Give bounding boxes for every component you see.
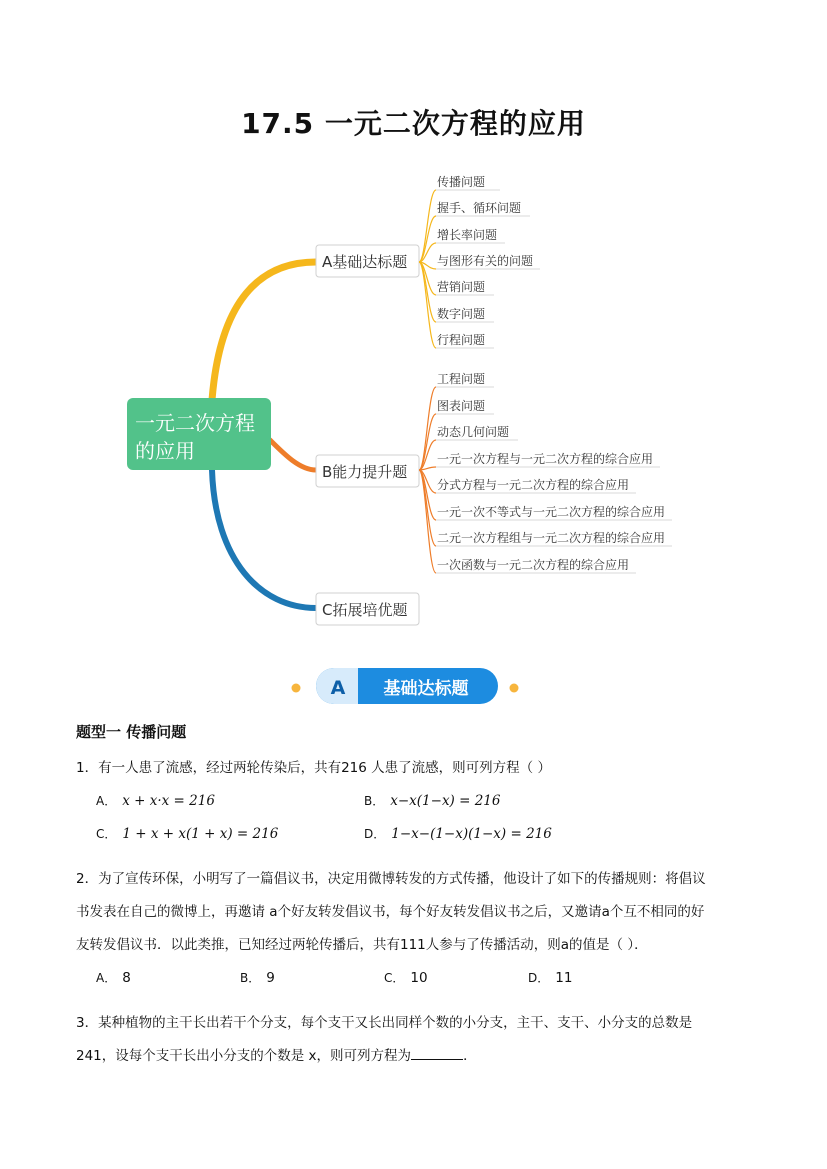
question-3-number: 3． (76, 1015, 99, 1031)
leaf-a-4: 与图形有关的问题 (437, 254, 534, 268)
leaf-a-7: 行程问题 (437, 333, 486, 347)
leaf-b-3: 动态几何问题 (437, 425, 510, 439)
leaf-b-5: 分式方程与一元二次方程的综合应用 (437, 478, 630, 492)
question-list (76, 722, 766, 1085)
option-b[interactable]: B． 9 (240, 970, 275, 986)
leaf-b-8: 一次函数与一元二次方程的综合应用 (437, 558, 630, 572)
question-1-number: 1． (76, 760, 99, 776)
branch-b-label: B能力提升题 (322, 463, 408, 481)
option-a[interactable]: A． 8 (96, 970, 131, 986)
option-a[interactable]: A． x + x·x = 216 (96, 793, 215, 809)
leaf-a-3: 增长率问题 (437, 228, 498, 242)
root-label-line-1: 一元二次方程 (135, 411, 255, 435)
question-3-line-1: 某种植物的主干长出若干个分支，每个支干又长出同样个数的小分支，主干、支干、小分支的总数是 (98, 1015, 693, 1031)
branch-a-connector (212, 262, 316, 400)
leaf-a-6: 数字问题 (437, 307, 486, 321)
question-3 (76, 1007, 766, 1073)
question-3-line-2: 241，设每个支干长出小分支的个数是 x，则可列方程为 (76, 1048, 412, 1064)
banner-label: 基础达标题 (383, 679, 469, 699)
option-b[interactable]: B． x−x(1−x) = 216 (364, 793, 501, 809)
branch-c-label: C拓展培优题 (322, 601, 408, 619)
question-2-options (76, 962, 766, 995)
option-d[interactable]: D． 11 (528, 970, 573, 986)
leaf-a-5: 营销问题 (437, 280, 486, 294)
leaf-a-2: 握手、循环问题 (437, 201, 522, 215)
leaf-a-1: 传播问题 (437, 175, 486, 189)
question-1-options (76, 785, 766, 818)
branch-b-connector (270, 440, 316, 470)
leaf-b-1: 工程问题 (437, 372, 486, 386)
question-1 (76, 752, 766, 851)
leaf-b-4: 一元一次方程与一元二次方程的综合应用 (437, 452, 654, 466)
branch-a-label: A基础达标题 (322, 253, 408, 271)
question-2-line-3: 友转发倡议书．以此类推，已知经过两轮传播后，共有111人参与了传播活动，则a的值是（ ）． (76, 937, 648, 953)
leaf-b-7: 二元一次方程组与一元二次方程的综合应用 (437, 531, 666, 545)
question-1-text: 有一人患了流感，经过两轮传染后，共有216 人患了流感，则可列方程（ ） (98, 760, 551, 776)
banner-dot-left (292, 684, 301, 693)
question-2-line-2: 书发表在自己的微博上，再邀请 a个好友转发倡议书，每个好友转发倡议书之后，又邀请a个互不相同的好 (76, 904, 705, 920)
question-2-number: 2． (76, 871, 99, 887)
leaf-b-6: 一元一次不等式与一元二次方程的综合应用 (437, 505, 666, 519)
page-title: 17.5 一元二次方程的应用 (241, 107, 586, 140)
question-3-tail: ． (463, 1048, 477, 1064)
question-2-line-1: 为了宣传环保，小明写了一篇倡议书，决定用微博转发的方式传播，他设计了如下的传播规则：将倡议 (98, 871, 706, 887)
question-2 (76, 863, 766, 995)
option-c[interactable]: C． 1 + x + x(1 + x) = 216 (96, 826, 279, 842)
question-type-heading: 题型一 传播问题 (76, 723, 187, 741)
option-d[interactable]: D． 1−x−(1−x)(1−x) = 216 (364, 826, 552, 842)
banner-letter: A (330, 677, 346, 699)
branch-c-connector (212, 470, 316, 608)
option-c[interactable]: C． 10 (384, 970, 428, 986)
question-1-options-row-2 (76, 818, 766, 851)
mind-map (0, 160, 827, 640)
banner-dot-right (510, 684, 519, 693)
root-label-line-2: 的应用 (135, 439, 195, 463)
leaf-b-2: 图表问题 (437, 399, 486, 413)
answer-blank[interactable] (411, 1045, 463, 1060)
section-banner (230, 666, 590, 706)
